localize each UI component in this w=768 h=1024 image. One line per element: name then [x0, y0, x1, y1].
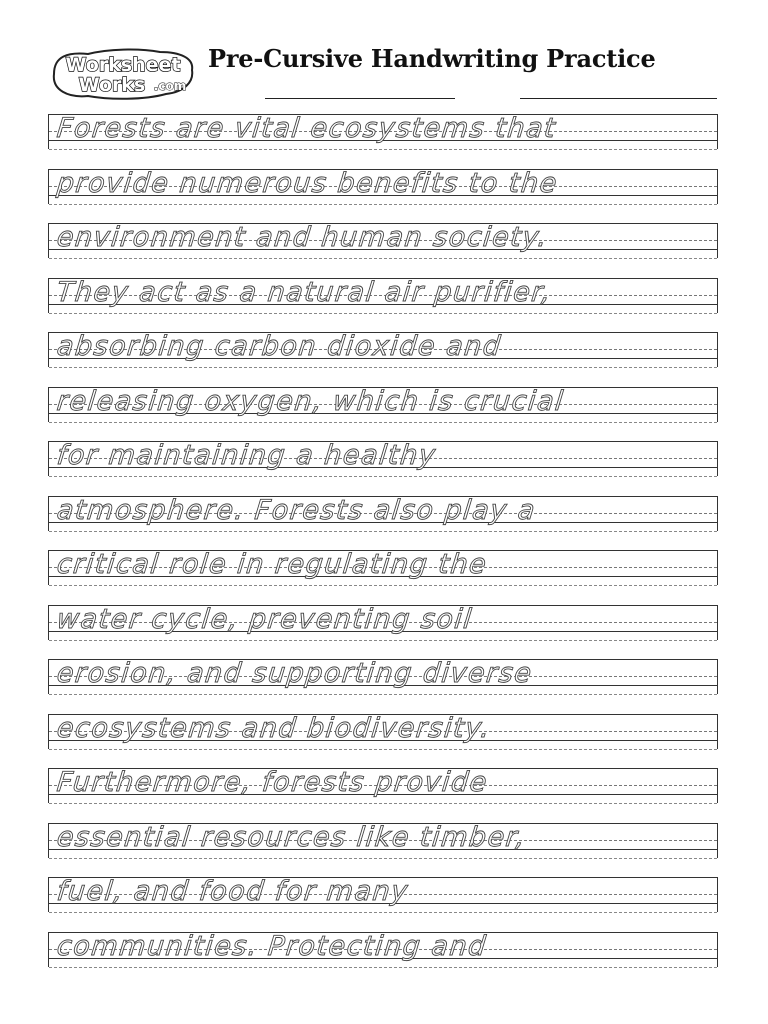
guide-line-bottom: [49, 858, 717, 859]
page-title: Pre-Cursive Handwriting Practice: [208, 44, 656, 73]
trace-text: Forests are vital ecosystems that: [55, 113, 558, 144]
practice-row: [48, 605, 718, 640]
guide-line-bottom: [49, 367, 717, 368]
guide-line-bottom: [49, 204, 717, 205]
trace-text: erosion, and supporting diverse: [55, 658, 535, 689]
guide-line-bottom: [49, 912, 717, 913]
practice-lines: [48, 114, 718, 986]
trace-text: absorbing carbon dioxide and: [55, 331, 504, 362]
practice-row: [48, 278, 718, 313]
practice-row: [48, 332, 718, 367]
practice-row: [48, 877, 718, 912]
worksheetworks-logo: [48, 46, 198, 102]
trace-text: essential resources like timber,: [55, 821, 528, 853]
logo-text-suffix: .com: [153, 79, 187, 93]
trace-text: Furthermore, forests provide: [55, 767, 490, 798]
practice-row: [48, 223, 718, 258]
practice-row: [48, 714, 718, 749]
guide-line-bottom: [49, 422, 717, 423]
practice-row: [48, 932, 718, 967]
name-blank-line: [265, 98, 455, 99]
practice-row: [48, 768, 718, 803]
guide-line-bottom: [49, 749, 717, 750]
guide-line-bottom: [49, 476, 717, 477]
trace-text: communities. Protecting and: [55, 930, 489, 962]
practice-row: [48, 823, 718, 858]
trace-text: provide numerous benefits to the: [55, 167, 560, 199]
practice-row: [48, 114, 718, 149]
practice-row: [48, 441, 718, 476]
practice-row: [48, 496, 718, 531]
guide-line-bottom: [49, 313, 717, 314]
guide-line-bottom: [49, 149, 717, 150]
trace-text: for maintaining a healthy: [55, 440, 439, 471]
trace-text: water cycle, preventing soil: [55, 603, 475, 635]
practice-row: [48, 387, 718, 422]
guide-line-bottom: [49, 967, 717, 968]
guide-line-bottom: [49, 531, 717, 532]
trace-text: ecosystems and biodiversity.: [55, 712, 493, 744]
logo-text-line1: Worksheet: [65, 54, 181, 76]
practice-row: [48, 659, 718, 694]
trace-text: critical role in regulating the: [55, 549, 489, 580]
trace-text: They act as a natural air purifier,: [55, 276, 554, 308]
guide-line-bottom: [49, 640, 717, 641]
logo-text-line2: Works: [78, 74, 146, 96]
guide-line-bottom: [49, 803, 717, 804]
practice-row: [48, 169, 718, 204]
logo-graphic: [48, 46, 198, 102]
date-blank-line: [520, 98, 717, 99]
trace-text: environment and human society.: [55, 222, 550, 253]
guide-line-bottom: [49, 258, 717, 259]
trace-text: fuel, and food for many: [55, 876, 411, 907]
trace-text: atmosphere. Forests also play a: [55, 494, 538, 526]
guide-line-bottom: [49, 694, 717, 695]
guide-line-bottom: [49, 585, 717, 586]
trace-text: releasing oxygen, which is crucial: [55, 385, 566, 417]
practice-row: [48, 550, 718, 585]
